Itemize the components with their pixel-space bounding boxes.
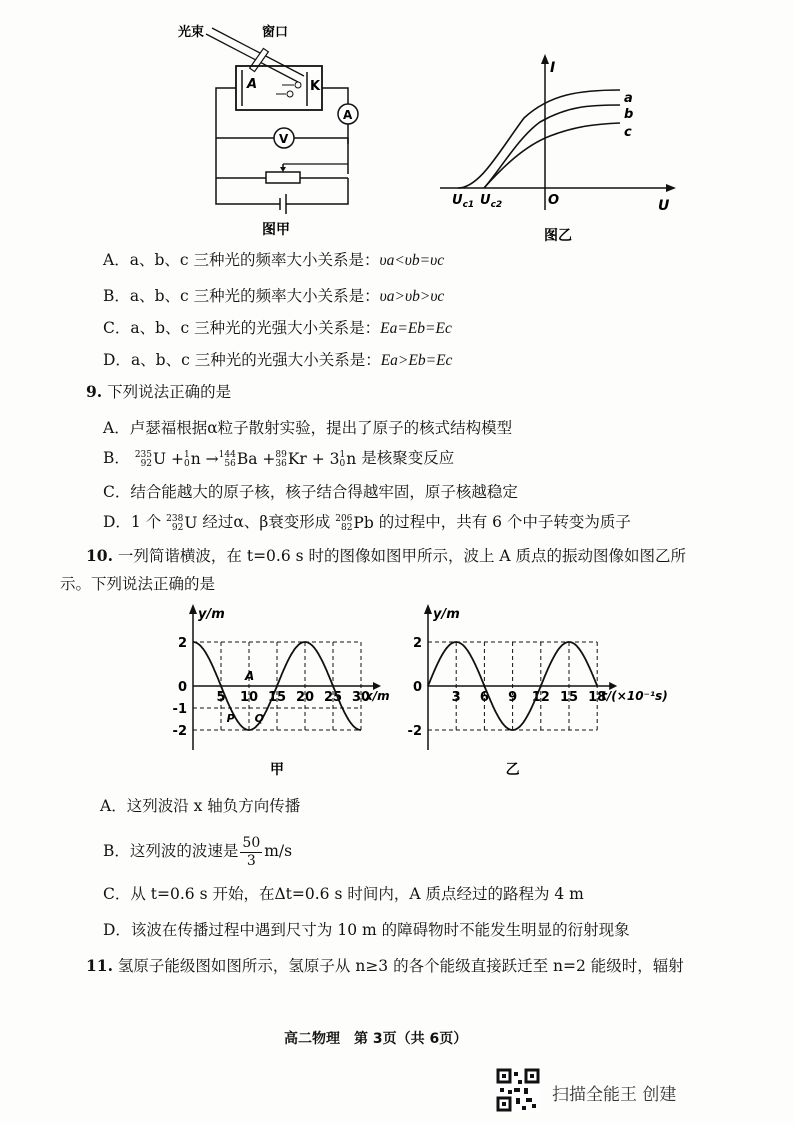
q9-option-a: A．卢瑟福根据α粒子散射实验，提出了原子的核式结构模型 (103, 419, 513, 437)
x-tick-label: 10 (239, 690, 259, 705)
y-tick-label: 2 (177, 636, 187, 651)
qr-code-icon (496, 1068, 540, 1112)
axis-i-label: I (550, 60, 556, 76)
q10-option-a: A．这列波沿 x 轴负方向传播 (100, 797, 301, 815)
voltmeter-label: V (279, 132, 289, 146)
page-footer: 高二物理 第 3页（共 6页） (284, 1031, 468, 1047)
curve-c (484, 123, 620, 188)
figure-caption-jia: 图甲 (262, 222, 290, 238)
q8-option-b: B．a、b、c 三种光的频率大小关系是：υa>υb>υc (103, 287, 445, 305)
y-tick-label: 0 (177, 680, 187, 695)
q11-stem: 11. 氢原子能级图如图所示，氢原子从 n≥3 的各个能级直接跃迁至 n=2 能级时，辐射 (86, 956, 684, 975)
q10-option-c: C．从 t=0.6 s 开始，在Δt=0.6 s 时间内，A 质点经过的路程为 4 m (103, 885, 584, 903)
x-tick-label: 5 (216, 690, 226, 705)
vibration-graph-yi (400, 600, 730, 780)
x-tick-label: 20 (295, 690, 315, 705)
y-tick-label: 0 (412, 680, 422, 695)
x-tick-label: 18 (588, 690, 607, 705)
point-a-label: A (245, 669, 255, 683)
q9-option-b: B． 235 92 U + 1 0 n → 144 56 Ba + 89 36 Kr + 3 1 0 n 是核聚变反应 (103, 449, 455, 469)
y-axis-arrow (189, 604, 197, 614)
x-tick-label: 12 (531, 690, 550, 705)
graph-caption: 乙 (505, 762, 520, 778)
velocity-fraction: $\frac{50}{3}$ (242, 834, 261, 869)
y-axis-label: y/m (433, 607, 460, 622)
x-tick-label: 25 (323, 690, 343, 705)
cathode-label: K (310, 79, 321, 94)
q10-stem-line2: 示。下列说法正确的是 (60, 575, 216, 593)
uc1-label: $U_{c1}$ (452, 193, 475, 210)
y-axis-arrow (424, 604, 432, 614)
beam-label: 光束 (178, 25, 205, 40)
figure-caption-yi: 图乙 (544, 228, 572, 244)
curve-a-label: a (624, 91, 633, 106)
uc2-label: $U_{c2}$ (480, 193, 503, 210)
q10-option-b: B．这列波的波速是 $\frac{50}{3}$ m/s (103, 834, 293, 869)
y-tick-label: -1 (172, 702, 187, 717)
iu-graph (440, 50, 680, 246)
y-tick-label: -2 (407, 724, 422, 739)
ammeter-label: A (343, 108, 353, 122)
x-tick-label: 6 (479, 690, 489, 705)
q8-option-a: A．a、b、c 三种光的频率大小关系是：υa<υb=υc (103, 251, 445, 269)
q9-option-c: C．结合能越大的原子核，核子结合得越牢固，原子核越稳定 (103, 483, 518, 501)
q10-stem-line1: 10. 一列简谐横波，在 t=0.6 s 时的图像如图甲所示，波上 A 质点的振动图像如图乙所 (86, 546, 687, 565)
wave-graph-jia (165, 600, 405, 780)
curve-a (458, 90, 620, 188)
x-axis-label: x/m (365, 689, 390, 703)
scanner-watermark: 扫描全能王 创建 (552, 1085, 677, 1105)
q9-option-d: D．1 个 238 92 U 经过α、β衰变形成 206 82 Pb 的过程中，共有 6 个中子转变为质子 (103, 513, 631, 533)
window-label: 窗口 (262, 25, 289, 40)
q8-option-d: D．a、b、c 三种光的光强大小关系是：Ea>Eb=Ec (103, 351, 453, 369)
x-tick-label: 9 (508, 690, 518, 705)
nuclear-equation: 235 92 U + 1 0 n → 144 56 Ba + 89 36 Kr + 3 1 0 n (134, 450, 357, 469)
point-p-label: P (226, 712, 235, 725)
point-q-label: Q (254, 712, 264, 725)
x-tick-label: 15 (559, 690, 579, 705)
x-tick-label: 3 (451, 690, 461, 705)
x-tick-label: 15 (267, 690, 287, 705)
graph-caption: 甲 (270, 762, 284, 778)
circuit-figure (170, 14, 370, 242)
origin-label: O (548, 193, 560, 208)
anode-label: A (247, 77, 258, 92)
q8-option-c: C．a、b、c 三种光的光强大小关系是：Ea=Eb=Ec (103, 319, 452, 337)
curve-c-label: c (624, 125, 632, 140)
y-tick-label: 2 (412, 636, 422, 651)
axis-u-label: U (658, 198, 670, 214)
q10-option-d: D．该波在传播过程中遇到尺寸为 10 m 的障碍物时不能发生明显的衍射现象 (103, 921, 630, 939)
x-tick-label: 30 (351, 690, 371, 705)
y-axis-label: y/m (198, 607, 225, 622)
x-axis-label: t/(×10⁻¹s) (601, 689, 668, 703)
y-tick-label: -2 (172, 724, 187, 739)
q9-stem: 9. 下列说法正确的是 (86, 382, 232, 401)
curve-b-label: b (624, 107, 634, 122)
